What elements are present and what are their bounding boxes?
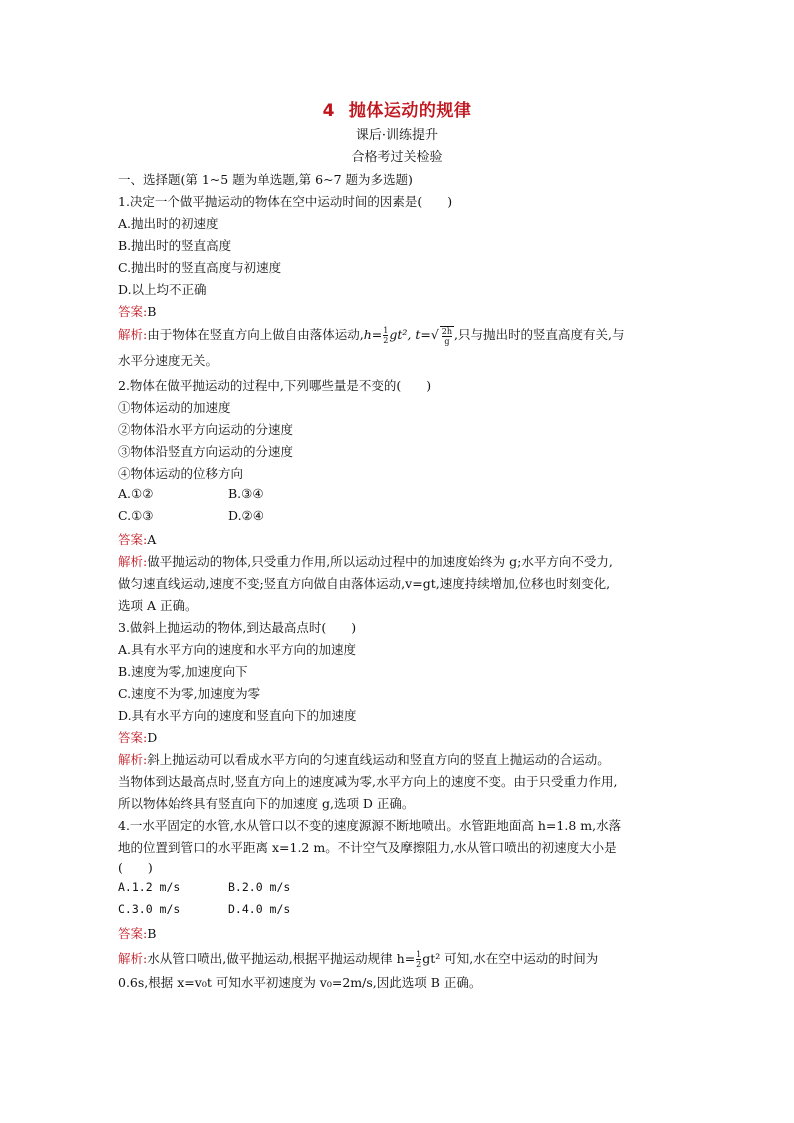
answer-value: B (147, 304, 157, 319)
q1-stem: 1.决定一个做平抛运动的物体在空中运动时间的因素是( ) (118, 194, 453, 209)
q3-analysis-line-1 (118, 750, 610, 768)
formula-h: h= (363, 327, 383, 342)
q2-option-a: A.①② (118, 486, 154, 501)
page-title (0, 96, 794, 121)
analysis-label: 解析: (118, 951, 148, 966)
q1-option-a: A.抛出时的初速度 (118, 216, 219, 231)
q3-option-d: D.具有水平方向的速度和竖直向下的加速度 (118, 708, 357, 723)
q2-option-b: B.③④ (228, 486, 264, 501)
section-heading: 一、选择题(第 1~5 题为单选题,第 6~7 题为多选题) (118, 172, 413, 187)
q2-item-4: ④物体运动的位移方向 (118, 466, 244, 481)
sqrt-denominator: g (442, 336, 452, 346)
q4-analysis-line-1 (118, 949, 598, 969)
sqrt-numerator: 2h (441, 326, 453, 336)
formula-t: t= (415, 327, 431, 342)
q3-stem: 3.做斜上抛运动的物体,到达最高点时( ) (118, 620, 357, 635)
subtitle-practice: 课后·训练提升 (355, 128, 439, 143)
answer-value: D (147, 730, 158, 745)
fraction-denominator: 2 (383, 336, 389, 345)
answer-label: 答案: (118, 926, 148, 941)
q1-analysis-line-1 (118, 325, 625, 346)
q4-stem-line-1: 4.一水平固定的水管,水从管口以不变的速度源源不断地喷出。水管距地面高 h=1.8 m,水落 (118, 818, 622, 833)
analysis-label: 解析: (118, 327, 148, 342)
q3-analysis-line-3: 所以物体始终具有竖直向下的加速度 g,选项 D 正确。 (118, 796, 415, 811)
title-text: 抛体运动的规律 (348, 101, 472, 121)
q4-stem-line-2: 地的位置到管口的水平距离 x=1.2 m。不计空气及摩擦阻力,水从管口喷出的初速度大小是 (118, 840, 617, 855)
answer-label: 答案: (118, 730, 148, 745)
analysis-text: 斜上抛运动可以看成水平方向的匀速直线运动和竖直方向的竖直上抛运动的合运动。 (147, 752, 610, 767)
q2-item-2: ②物体沿水平方向运动的分速度 (118, 422, 294, 437)
q2-item-1: ①物体运动的加速度 (118, 400, 231, 415)
q4-option-c: C.3.0 m/s (118, 902, 181, 916)
q4-stem-line-3: ( ) (118, 860, 153, 875)
subtitle-level: 合格考过关检验 (351, 150, 443, 165)
q4-option-d: D.4.0 m/s (228, 902, 291, 916)
sqrt-fraction (440, 326, 454, 346)
q1-analysis-line-2: 水平分速度无关。 (118, 353, 219, 368)
q2-analysis-line-1 (118, 552, 613, 570)
analysis-text: 由于物体在竖直方向上做自由落体运动, (147, 327, 364, 342)
q3-option-c: C.速度不为零,加速度为零 (118, 686, 261, 701)
analysis-label: 解析: (118, 752, 148, 767)
answer-label: 答案: (118, 304, 148, 319)
q1-answer (118, 302, 156, 320)
formula-gt2: gt², (389, 327, 412, 342)
q1-option-d: D.以上均不正确 (118, 282, 207, 297)
q1-option-c: C.抛出时的竖直高度与初速度 (118, 260, 282, 275)
q2-analysis-line-2: 做匀速直线运动,速度不变;竖直方向做自由落体运动,v=gt,速度持续增加,位移也时刻变化, (118, 576, 611, 591)
q2-option-c: C.①③ (118, 508, 154, 523)
title-number: 4 (322, 101, 335, 121)
fraction-denominator: 2 (416, 960, 422, 969)
q4-option-b: B.2.0 m/s (228, 880, 291, 894)
q2-option-d: D.②④ (228, 508, 264, 523)
q2-analysis-line-3: 选项 A 正确。 (118, 598, 198, 613)
answer-label: 答案: (118, 532, 148, 547)
q3-option-b: B.速度为零,加速度向下 (118, 664, 248, 679)
answer-value: B (147, 926, 157, 941)
q2-answer (118, 530, 156, 548)
q2-item-3: ③物体沿竖直方向运动的分速度 (118, 444, 294, 459)
q3-answer (118, 728, 157, 746)
q3-analysis-line-2: 当物体到达最高点时,竖直方向上的速度减为零,水平方向上的速度不变。由于只受重力作用, (118, 774, 618, 789)
fraction-numerator: 1 (383, 326, 389, 335)
fraction-numerator: 1 (416, 950, 422, 959)
q4-option-a: A.1.2 m/s (118, 880, 181, 894)
analysis-label: 解析: (118, 554, 148, 569)
fraction-half (416, 950, 421, 969)
analysis-text: 水从管口喷出,做平抛运动,根据平抛运动规律 h= (147, 951, 416, 966)
q4-answer (118, 924, 156, 942)
analysis-text: gt² 可知,水在空中运动的时间为 (422, 951, 599, 966)
sqrt-sign: √ (430, 327, 439, 342)
q1-option-b: B.抛出时的竖直高度 (118, 238, 232, 253)
q2-stem: 2.物体在做平抛运动的过程中,下列哪些量是不变的( ) (118, 378, 432, 393)
analysis-text: 做平抛运动的物体,只受重力作用,所以运动过程中的加速度始终为 g;水平方向不受力, (147, 554, 613, 569)
fraction-half (383, 326, 388, 345)
q3-option-a: A.具有水平方向的速度和水平方向的加速度 (118, 642, 357, 657)
q4-analysis-line-2: 0.6s,根据 x=v₀t 可知水平初速度为 v₀=2m/s,因此选项 B 正确。 (118, 975, 482, 990)
answer-value: A (147, 532, 157, 547)
analysis-text: ,只与抛出时的竖直高度有关,与 (454, 327, 625, 342)
